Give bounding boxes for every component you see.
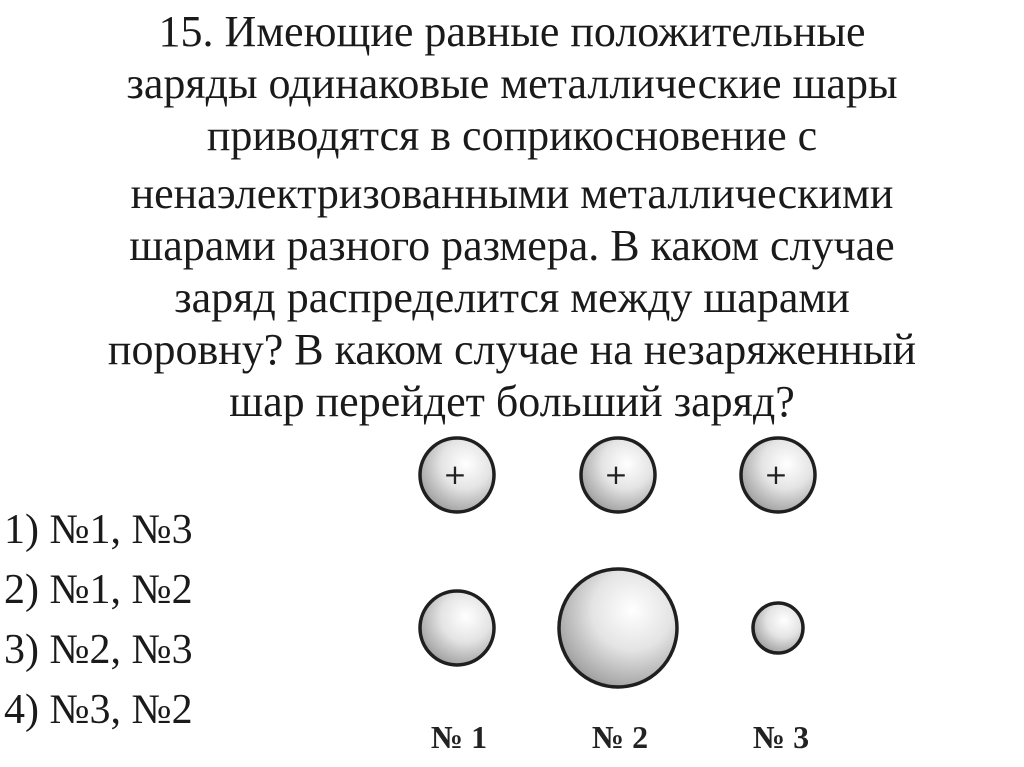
charged-ball-3 bbox=[741, 438, 815, 512]
answer-option-1[interactable]: 1) №1, №3 bbox=[4, 507, 193, 553]
question-line: 15. Имеющие равные положительные bbox=[158, 7, 866, 56]
ball-label-2: № 2 bbox=[591, 719, 649, 755]
plus-sign: + bbox=[443, 458, 467, 491]
charged-ball-1 bbox=[420, 438, 494, 512]
question-line: заряд распределится между шарами bbox=[174, 273, 850, 322]
question-line: приводятся в соприкосновение с bbox=[206, 111, 818, 160]
answer-option-4[interactable]: 4) №3, №2 bbox=[4, 687, 193, 733]
plus-sign: + bbox=[764, 458, 788, 491]
question-line: ненаэлектризованными металлическими bbox=[130, 169, 894, 218]
uncharged-ball-2 bbox=[559, 569, 677, 687]
answer-options bbox=[4, 500, 193, 740]
ball-label-1: № 1 bbox=[430, 719, 488, 755]
spheres-figure bbox=[388, 432, 824, 762]
plus-sign: + bbox=[604, 458, 628, 491]
question-text bbox=[0, 6, 1024, 428]
charged-ball-2 bbox=[581, 438, 655, 512]
question-line: заряды одинаковые металлические шары bbox=[126, 59, 898, 108]
ball-label-3: № 3 bbox=[752, 719, 810, 755]
question-line: поровну? В каком случае на незаряженный bbox=[107, 325, 917, 374]
uncharged-ball-1 bbox=[420, 591, 494, 665]
answer-option-2[interactable]: 2) №1, №2 bbox=[4, 567, 193, 613]
answer-option-3[interactable]: 3) №2, №3 bbox=[4, 627, 193, 673]
question-line: шар перейдет больший заряд? bbox=[229, 377, 795, 426]
uncharged-ball-3 bbox=[753, 603, 803, 653]
question-line: шарами разного размера. В каком случае bbox=[129, 221, 895, 270]
